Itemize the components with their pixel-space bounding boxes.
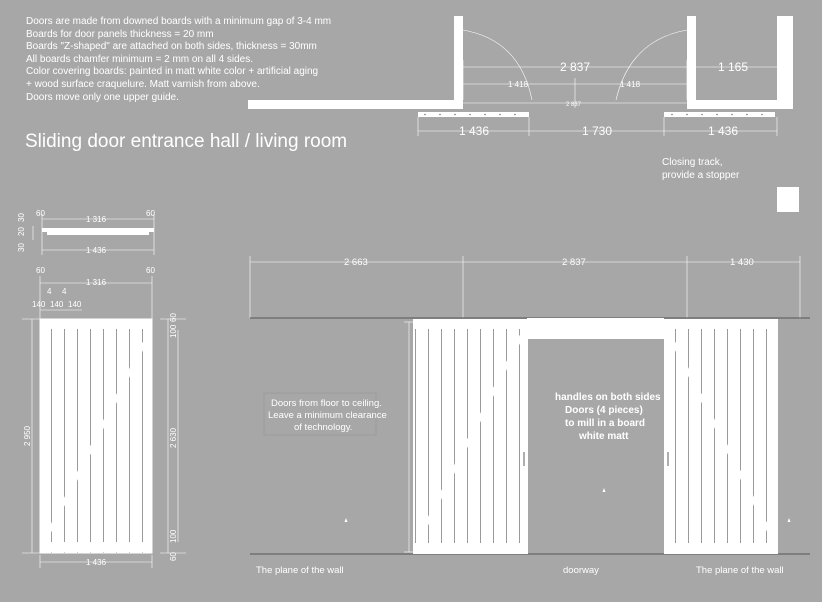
- dim-door-gap-b: 4: [62, 287, 67, 296]
- note-line: Boards for door panels thickness = 20 mm: [26, 28, 214, 40]
- plan-box: [777, 187, 799, 212]
- note-left-1: Doors from floor to ceiling.: [271, 398, 382, 409]
- dim-door-height: 2 950: [23, 425, 32, 446]
- note-left-3: of technology.: [294, 422, 353, 433]
- dim-door-gap-a: 4: [47, 287, 52, 296]
- dim-plan-gap: 1 730: [582, 124, 613, 138]
- door-bottom-rail: [40, 542, 152, 552]
- note-line: Doors move only one upper guide.: [26, 91, 179, 103]
- label-doorway: doorway: [563, 565, 599, 576]
- closing-line-2: provide a stopper: [662, 170, 740, 181]
- track-left: [418, 112, 529, 117]
- dim-section-inner: 1 316: [86, 215, 107, 224]
- note-line: All boards chamfer minimum = 2 mm on all 4 sides.: [26, 53, 254, 65]
- dim-door-side-right: 60: [146, 266, 155, 275]
- dim-door-bottom-b: 60: [169, 552, 178, 561]
- note-center-1: handles on both sides: [555, 392, 661, 403]
- track-right: [664, 112, 775, 117]
- section-board: [42, 228, 154, 232]
- drawing-title: Sliding door entrance hall / living room: [25, 131, 348, 152]
- dim-door-board-c: 140: [68, 300, 82, 309]
- dim-plan-track-right: 1 436: [708, 124, 739, 138]
- closing-line-1: Closing track,: [662, 157, 723, 168]
- dim-door-inner: 1 316: [86, 278, 107, 287]
- dim-elev-left: 2 663: [344, 257, 368, 268]
- door-elevation: [22, 266, 186, 568]
- dim-elev-right: 1 430: [730, 257, 754, 268]
- dim-door-top-b: 100: [169, 324, 178, 338]
- note-line: Doors are made from downed boards with a minimum gap of 3-4 mm: [26, 16, 332, 27]
- label-wall-left: The plane of the wall: [256, 565, 344, 576]
- note-line: Boards "Z-shaped" are attached on both sides, thickness = 30mm: [26, 41, 317, 53]
- dim-plan-right: 1 165: [718, 60, 749, 74]
- section-view: [17, 209, 155, 255]
- plan-wall-left: [248, 100, 463, 109]
- plan-pillar-right: [687, 16, 696, 109]
- wall-elevation: [250, 256, 810, 576]
- plan-view: [248, 16, 799, 212]
- height-marker: [404, 322, 414, 552]
- plan-wall-end: [777, 16, 793, 109]
- dim-section-side-left: 60: [36, 209, 45, 218]
- dim-door-inner-height: 2 630: [169, 427, 178, 448]
- dim-door-side-left: 60: [36, 266, 45, 275]
- elev-door-left: [413, 319, 528, 554]
- dim-door-width: 1 436: [86, 558, 107, 567]
- elev-door-right: [664, 319, 778, 554]
- dim-section-outer: 1 436: [86, 246, 107, 255]
- dim-door-top-a: 60: [169, 313, 178, 322]
- dim-door-bottom-a: 100: [169, 529, 178, 543]
- dim-section-side-right: 60: [146, 209, 155, 218]
- note-line: Color covering boards: painted in matt white color + artificial aging: [26, 66, 319, 78]
- dim-elev-center: 2 837: [562, 257, 586, 268]
- dim-plan-left-panel: 1 418: [508, 80, 529, 89]
- dim-door-board-a: 140: [32, 300, 46, 309]
- dim-plan-center: 2 837: [566, 102, 582, 108]
- plan-pillar-left: [454, 16, 463, 109]
- dim-section-thick-b: 20: [17, 227, 26, 236]
- doorway-header: [527, 318, 664, 339]
- note-center-2: Doors (4 pieces): [565, 405, 643, 416]
- swing-arc-right: [616, 30, 687, 100]
- note-line: + wood surface craquelure. Matt varnish from above.: [26, 78, 260, 90]
- note-center-3: to mill in a board: [565, 418, 646, 429]
- label-wall-right: The plane of the wall: [696, 565, 784, 576]
- dim-section-thick-c: 30: [17, 243, 26, 252]
- dim-plan-track-left: 1 436: [459, 124, 490, 138]
- door-top-rail: [40, 319, 152, 329]
- note-center-4: white matt: [579, 431, 629, 442]
- swing-arc-left: [463, 30, 532, 100]
- dim-plan-right-panel: 1 418: [620, 80, 641, 89]
- dim-door-board-b: 140: [50, 300, 64, 309]
- dim-section-thick-a: 30: [17, 213, 26, 222]
- note-left-2: Leave a minimum clearance: [268, 410, 387, 421]
- dim-plan-opening: 2 837: [560, 60, 591, 74]
- section-zbrace: [47, 232, 149, 235]
